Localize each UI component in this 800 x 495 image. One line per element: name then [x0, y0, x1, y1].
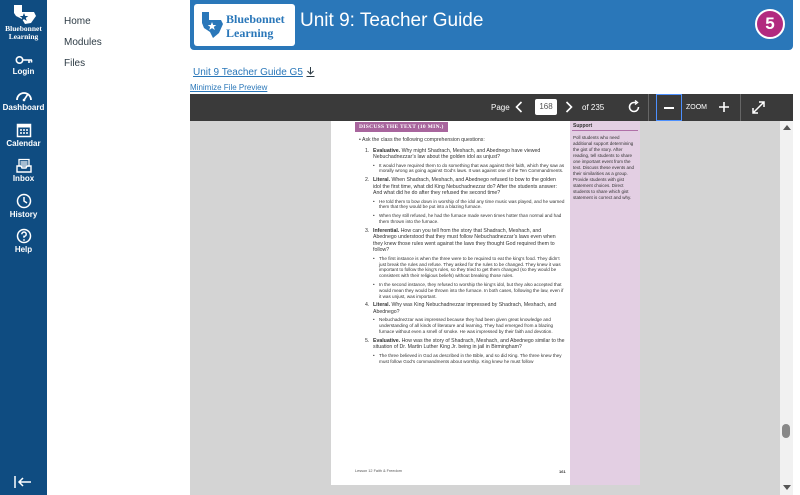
inbox-icon: [16, 158, 32, 173]
texas-star-icon: [199, 11, 225, 39]
answer-item: • Nebuchadnezzar was impressed because they had been given great knowledge and understanding of all kinds of literature and learning. They had emerged from a blazing furnace without even a smell of smoke. He was impressed by their faith and devotion.: [379, 317, 565, 334]
question-item: 3. Inferential. How can you tell from the story that Shadrach, Meshach, and Abednego understood that they must follow Nebuchadnezzar’s laws even when they knew those rules went against the laws they thought God required them to follow?: [365, 227, 556, 254]
intro-text: • Ask the class the following comprehension questions:: [359, 137, 565, 144]
scroll-up-arrow[interactable]: [783, 125, 791, 130]
question-item: 2. Literal. When Shadrach, Meshach, and Abednego refused to bow to the golden idol the first time, what did King Nebuchadnezzar do? After the students answer: And what did he do after they refused the second time?: [365, 177, 557, 197]
page-label: Page: [491, 103, 510, 112]
key-icon: [15, 54, 33, 66]
clock-icon: [16, 193, 32, 209]
document-page: [331, 121, 640, 485]
viewer-scrollbar[interactable]: [780, 121, 793, 495]
nav-calendar[interactable]: Calendar: [0, 122, 47, 148]
dashboard-icon: [15, 88, 33, 102]
bluebonnet-logo[interactable]: Bluebonnet Learning: [0, 3, 47, 41]
support-sidebar: [570, 121, 640, 485]
page-content: [359, 137, 565, 367]
unit-badge: 5: [755, 9, 785, 39]
viewer-toolbar: [190, 94, 793, 121]
collapse-nav-icon[interactable]: [14, 476, 32, 488]
course-nav-home[interactable]: Home: [64, 16, 91, 27]
course-nav: [64, 14, 102, 77]
section-heading: DISCUSS THE TEXT (10 MIN.): [355, 122, 448, 132]
question-item: 5. Evaluative. How was the story of Shadrach, Meshach, and Abednego similar to the situation of Dr. Martin Luther King Jr. being in jail in Birmingham?: [365, 337, 565, 351]
nav-help[interactable]: Help: [0, 228, 47, 254]
banner-title: Unit 9: Teacher Guide: [300, 10, 484, 31]
sidebar-heading: Support: [573, 123, 593, 129]
global-nav: [0, 0, 47, 495]
download-icon: [306, 67, 315, 77]
zoom-label: ZOOM: [686, 104, 707, 111]
answer-item: • The first instance is when the three were to be required to eat the king’s food. They didn’t just break the rules and refuse. They asked for the rules to be changed. They knew it was important to follow the king’s rules, so they tried to get them changed (so they would be consistent with their religious beliefs) without breaking those rules.: [379, 256, 565, 279]
answer-item: • He told them to bow down in worship of the idol any time music was played, and he warned them that they would be put into a blazing furnace.: [379, 199, 565, 211]
file-download-link[interactable]: Unit 9 Teacher Guide G5: [193, 67, 315, 78]
prev-page-icon[interactable]: [515, 101, 523, 113]
page-count: of 235: [582, 103, 605, 112]
fullscreen-icon[interactable]: [752, 101, 765, 114]
sidebar-text: Poll students who need additional support determining the gist of the story. After reading, tell students to share one important event from the text. Discuss these events and their similarities as a group. Provide students with gist statement choices. Direct students to share which gist statement is correct and why.: [573, 135, 635, 200]
pdf-viewer: [190, 94, 793, 495]
question-item: 1. Evaluative. Why might Shadrach, Meshach, and Abednego have viewed Nebuchadnezzar’s law about the golden idol as unjust?: [365, 147, 541, 160]
question-item: 4. Literal. Why was King Nebuchadnezzar impressed by Shadrach, Meshach, and Abednego?: [365, 302, 557, 315]
nav-inbox[interactable]: Inbox: [0, 158, 47, 183]
answer-item: • When they still refused, he had the furnace made seven times hotter than normal and had them thrown into the furnace.: [379, 213, 565, 225]
texas-star-icon: [10, 3, 38, 25]
course-nav-modules[interactable]: Modules: [64, 37, 102, 48]
unit-banner: [190, 0, 793, 50]
page-footer: Lesson 12 Faith & Freedom: [355, 469, 402, 473]
answer-item: • In the second instance, they refused to worship the king’s idol, but they also accepted that would mean they would be thrown into the furnace. In both cases, following the law, even if it was unjust, was important.: [379, 282, 565, 299]
next-page-icon[interactable]: [565, 101, 573, 113]
zoom-in-icon[interactable]: [718, 101, 730, 113]
page-number-input[interactable]: 168: [535, 99, 557, 115]
calendar-icon: [16, 122, 32, 138]
course-nav-files[interactable]: Files: [64, 58, 86, 69]
sidebar-rule: [572, 130, 638, 131]
answer-item: • The three believed in God as described in the Bible, and so did King. The three knew they must follow God’s commandments about worship. King knew he must follow: [379, 353, 565, 365]
nav-dashboard[interactable]: Dashboard: [0, 88, 47, 112]
toolbar-divider: [648, 94, 649, 121]
scroll-down-arrow[interactable]: [783, 485, 791, 490]
toolbar-divider: [740, 94, 741, 121]
zoom-out-button[interactable]: [656, 94, 682, 121]
banner-logo: Bluebonnet Learning: [194, 4, 295, 46]
rotate-icon[interactable]: [627, 100, 641, 114]
answer-item: • It would have required them to do something that was against their faith, which they saw as morally wrong as going against God’s laws. It was against one of the Ten Commandments.: [379, 163, 565, 175]
minus-icon: [664, 107, 674, 109]
help-icon: [16, 228, 32, 244]
scroll-thumb[interactable]: [782, 424, 790, 438]
nav-login[interactable]: Login: [0, 54, 47, 76]
minimize-preview-link[interactable]: Minimize File Preview: [190, 83, 268, 92]
page-number: 161: [559, 469, 566, 474]
nav-history[interactable]: History: [0, 193, 47, 219]
